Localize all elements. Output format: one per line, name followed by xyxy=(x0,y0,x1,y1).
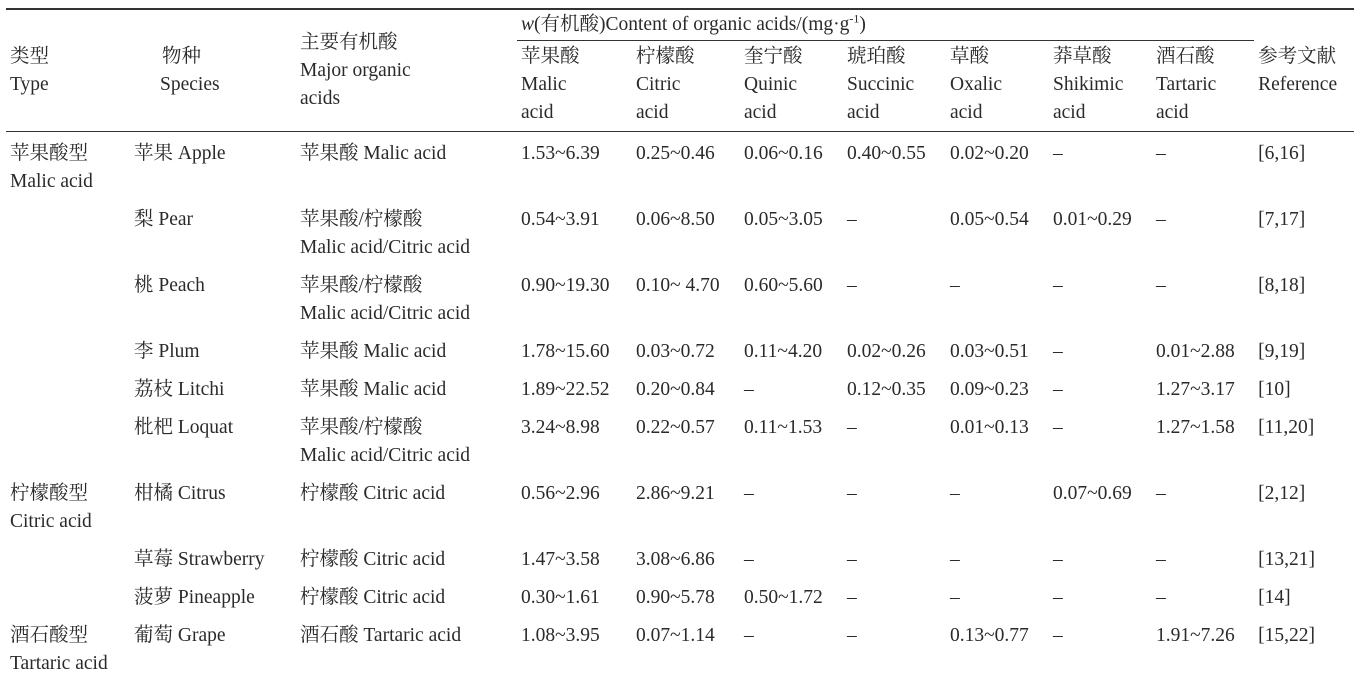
cell-major-acid xyxy=(296,409,517,475)
header-acid-line: Tartaric xyxy=(1156,71,1254,99)
cell-acid-value: 0.03~0.51 xyxy=(946,333,1049,371)
cell-major-acid xyxy=(296,475,517,541)
cell-acid-value: 1.27~1.58 xyxy=(1152,409,1254,475)
header-acid-line: acid xyxy=(950,99,1049,127)
cell-acid-value: – xyxy=(843,475,946,541)
cell-acid-value: 1.89~22.52 xyxy=(517,371,632,409)
cell-species: 桃 Peach xyxy=(130,267,296,333)
table-row xyxy=(6,371,1354,409)
header-major-acids xyxy=(296,9,517,132)
cell-acid-value: – xyxy=(740,475,843,541)
cell-type xyxy=(6,409,130,475)
header-acid xyxy=(843,41,946,132)
cell-acid-value: 0.10~ 4.70 xyxy=(632,267,740,333)
cell-acid-value: – xyxy=(1152,132,1254,202)
header-acid-line: 草酸 xyxy=(950,43,1049,71)
header-acid-line: Malic xyxy=(521,71,632,99)
major-acid-line: 苹果酸/柠檬酸 xyxy=(300,206,517,234)
cell-type xyxy=(6,132,130,202)
cell-reference: [14] xyxy=(1254,579,1354,617)
cell-acid-value: 0.22~0.57 xyxy=(632,409,740,475)
cell-major-acid xyxy=(296,201,517,267)
cell-major-acid xyxy=(296,333,517,371)
cell-acid-value: 0.01~0.29 xyxy=(1049,201,1152,267)
cell-acid-value: – xyxy=(1152,201,1254,267)
organic-acids-table xyxy=(6,8,1354,683)
cell-acid-value: – xyxy=(740,541,843,579)
header-type-zh: 类型 xyxy=(10,43,130,71)
cell-acid-value: 0.11~4.20 xyxy=(740,333,843,371)
cell-acid-value: – xyxy=(1049,333,1152,371)
cell-acid-value: 1.27~3.17 xyxy=(1152,371,1254,409)
header-content xyxy=(517,9,1254,41)
cell-acid-value: 0.07~0.69 xyxy=(1049,475,1152,541)
cell-species: 苹果 Apple xyxy=(130,132,296,202)
major-acid-line: Malic acid/Citric acid xyxy=(300,300,517,328)
cell-type xyxy=(6,541,130,579)
cell-acid-value: 1.91~7.26 xyxy=(1152,617,1254,683)
header-acid-line: Succinic xyxy=(847,71,946,99)
cell-acid-value: – xyxy=(1152,579,1254,617)
header-acid-line: 苹果酸 xyxy=(521,43,632,71)
cell-acid-value: 0.50~1.72 xyxy=(740,579,843,617)
header-acid-line: acid xyxy=(521,99,632,127)
cell-acid-value: – xyxy=(843,201,946,267)
cell-reference: [8,18] xyxy=(1254,267,1354,333)
cell-major-acid xyxy=(296,617,517,683)
major-acid-line: 柠檬酸 Citric acid xyxy=(300,546,517,574)
cell-reference: [11,20] xyxy=(1254,409,1354,475)
header-type-en: Type xyxy=(10,71,130,99)
cell-acid-value: 1.78~15.60 xyxy=(517,333,632,371)
cell-species: 柑橘 Citrus xyxy=(130,475,296,541)
cell-acid-value: – xyxy=(1152,267,1254,333)
cell-acid-value: 0.03~0.72 xyxy=(632,333,740,371)
cell-species: 草莓 Strawberry xyxy=(130,541,296,579)
type-line: Citric acid xyxy=(10,508,130,536)
cell-acid-value: – xyxy=(740,617,843,683)
header-reference xyxy=(1254,9,1354,132)
cell-major-acid xyxy=(296,579,517,617)
cell-reference: [9,19] xyxy=(1254,333,1354,371)
cell-acid-value: – xyxy=(1049,541,1152,579)
cell-reference: [13,21] xyxy=(1254,541,1354,579)
header-acid xyxy=(740,41,843,132)
cell-type xyxy=(6,201,130,267)
cell-species: 菠萝 Pineapple xyxy=(130,579,296,617)
content-close: ) xyxy=(859,14,866,35)
cell-type xyxy=(6,579,130,617)
cell-species: 李 Plum xyxy=(130,333,296,371)
header-acid-line: acid xyxy=(1053,99,1152,127)
major-acid-line: 苹果酸/柠檬酸 xyxy=(300,414,517,442)
cell-acid-value: – xyxy=(946,475,1049,541)
header-acid-line: Quinic xyxy=(744,71,843,99)
header-acid-line: 莽草酸 xyxy=(1053,43,1152,71)
cell-acid-value: – xyxy=(1049,617,1152,683)
cell-acid-value: 0.06~8.50 xyxy=(632,201,740,267)
cell-acid-value: 3.08~6.86 xyxy=(632,541,740,579)
header-major-zh: 主要有机酸 xyxy=(300,29,517,57)
cell-acid-value: 0.90~19.30 xyxy=(517,267,632,333)
type-line: 柠檬酸型 xyxy=(10,480,130,508)
cell-reference: [7,17] xyxy=(1254,201,1354,267)
cell-acid-value: – xyxy=(843,409,946,475)
cell-acid-value: – xyxy=(1152,541,1254,579)
table-body xyxy=(6,132,1354,683)
major-acid-line: 苹果酸 Malic acid xyxy=(300,140,517,168)
header-acid xyxy=(1152,41,1254,132)
type-line: 苹果酸型 xyxy=(10,140,130,168)
cell-acid-value: 0.01~2.88 xyxy=(1152,333,1254,371)
table-row xyxy=(6,333,1354,371)
major-acid-line: Malic acid/Citric acid xyxy=(300,442,517,470)
header-acid xyxy=(1049,41,1152,132)
cell-acid-value: – xyxy=(843,541,946,579)
cell-major-acid xyxy=(296,541,517,579)
cell-acid-value: – xyxy=(1049,371,1152,409)
table-row xyxy=(6,579,1354,617)
header-acid-line: Citric xyxy=(636,71,740,99)
cell-acid-value: 0.56~2.96 xyxy=(517,475,632,541)
major-acid-line: 酒石酸 Tartaric acid xyxy=(300,622,517,650)
cell-acid-value: 0.09~0.23 xyxy=(946,371,1049,409)
cell-acid-value: 0.02~0.20 xyxy=(946,132,1049,202)
header-species-en: Species xyxy=(160,71,296,99)
cell-reference: [2,12] xyxy=(1254,475,1354,541)
cell-acid-value: 0.05~3.05 xyxy=(740,201,843,267)
cell-reference: [15,22] xyxy=(1254,617,1354,683)
cell-acid-value: – xyxy=(946,541,1049,579)
header-acid-line: 琥珀酸 xyxy=(847,43,946,71)
table-row xyxy=(6,541,1354,579)
header-acid-line: acid xyxy=(744,99,843,127)
content-unit-exponent: -1 xyxy=(849,12,859,26)
cell-acid-value: – xyxy=(946,267,1049,333)
cell-reference: [10] xyxy=(1254,371,1354,409)
cell-acid-value: 0.05~0.54 xyxy=(946,201,1049,267)
cell-acid-value: 0.25~0.46 xyxy=(632,132,740,202)
cell-acid-value: 0.07~1.14 xyxy=(632,617,740,683)
cell-type xyxy=(6,333,130,371)
table-row xyxy=(6,617,1354,683)
cell-acid-value: – xyxy=(1049,132,1152,202)
major-acid-line: 苹果酸/柠檬酸 xyxy=(300,272,517,300)
major-acid-line: 柠檬酸 Citric acid xyxy=(300,480,517,508)
cell-acid-value: 0.06~0.16 xyxy=(740,132,843,202)
header-type xyxy=(6,9,130,132)
header-acid-line: Oxalic xyxy=(950,71,1049,99)
cell-acid-value: 3.24~8.98 xyxy=(517,409,632,475)
cell-acid-value: – xyxy=(1152,475,1254,541)
cell-acid-value: 0.30~1.61 xyxy=(517,579,632,617)
cell-reference: [6,16] xyxy=(1254,132,1354,202)
cell-major-acid xyxy=(296,371,517,409)
cell-type xyxy=(6,475,130,541)
cell-acid-value: 1.08~3.95 xyxy=(517,617,632,683)
content-variable: w xyxy=(521,14,534,35)
header-major-en-1: Major organic xyxy=(300,57,517,85)
header-acid-line: 奎宁酸 xyxy=(744,43,843,71)
cell-acid-value: 0.11~1.53 xyxy=(740,409,843,475)
table-row xyxy=(6,267,1354,333)
cell-acid-value: 1.53~6.39 xyxy=(517,132,632,202)
cell-acid-value: – xyxy=(740,371,843,409)
cell-acid-value: 0.60~5.60 xyxy=(740,267,843,333)
cell-acid-value: 0.02~0.26 xyxy=(843,333,946,371)
cell-acid-value: 0.40~0.55 xyxy=(843,132,946,202)
header-species-zh: 物种 xyxy=(160,43,296,71)
cell-type xyxy=(6,617,130,683)
cell-species: 葡萄 Grape xyxy=(130,617,296,683)
cell-acid-value: – xyxy=(1049,409,1152,475)
table-row xyxy=(6,475,1354,541)
type-line: 酒石酸型 xyxy=(10,622,130,650)
header-acid xyxy=(632,41,740,132)
table-header xyxy=(6,9,1354,132)
cell-major-acid xyxy=(296,132,517,202)
cell-species: 荔枝 Litchi xyxy=(130,371,296,409)
header-acid-line: 柠檬酸 xyxy=(636,43,740,71)
cell-acid-value: – xyxy=(1049,267,1152,333)
header-reference-zh: 参考文献 xyxy=(1258,43,1354,71)
cell-species: 枇杷 Loquat xyxy=(130,409,296,475)
header-acid-line: Shikimic xyxy=(1053,71,1152,99)
cell-acid-value: – xyxy=(843,579,946,617)
type-line: Malic acid xyxy=(10,168,130,196)
header-species xyxy=(130,9,296,132)
type-line: Tartaric acid xyxy=(10,650,130,678)
header-acid xyxy=(946,41,1049,132)
header-acid-line: 酒石酸 xyxy=(1156,43,1254,71)
cell-acid-value: – xyxy=(946,579,1049,617)
cell-species: 梨 Pear xyxy=(130,201,296,267)
cell-acid-value: 0.13~0.77 xyxy=(946,617,1049,683)
content-label: (有机酸)Content of organic acids/(mg·g xyxy=(534,14,849,35)
major-acid-line: 苹果酸 Malic acid xyxy=(300,376,517,404)
table-row xyxy=(6,409,1354,475)
major-acid-line: 柠檬酸 Citric acid xyxy=(300,584,517,612)
header-acid-line: acid xyxy=(1156,99,1254,127)
header-acid-line: acid xyxy=(847,99,946,127)
cell-acid-value: 1.47~3.58 xyxy=(517,541,632,579)
cell-acid-value: 0.20~0.84 xyxy=(632,371,740,409)
cell-major-acid xyxy=(296,267,517,333)
cell-acid-value: 2.86~9.21 xyxy=(632,475,740,541)
cell-acid-value: 0.01~0.13 xyxy=(946,409,1049,475)
cell-acid-value: – xyxy=(843,617,946,683)
cell-type xyxy=(6,267,130,333)
cell-acid-value: – xyxy=(1049,579,1152,617)
header-major-en-2: acids xyxy=(300,85,517,113)
cell-acid-value: 0.54~3.91 xyxy=(517,201,632,267)
header-acid-line: acid xyxy=(636,99,740,127)
cell-type xyxy=(6,371,130,409)
table-row xyxy=(6,132,1354,202)
header-reference-en: Reference xyxy=(1258,71,1354,99)
major-acid-line: 苹果酸 Malic acid xyxy=(300,338,517,366)
header-acid xyxy=(517,41,632,132)
cell-acid-value: – xyxy=(843,267,946,333)
table-row xyxy=(6,201,1354,267)
cell-acid-value: 0.90~5.78 xyxy=(632,579,740,617)
cell-acid-value: 0.12~0.35 xyxy=(843,371,946,409)
major-acid-line: Malic acid/Citric acid xyxy=(300,234,517,262)
